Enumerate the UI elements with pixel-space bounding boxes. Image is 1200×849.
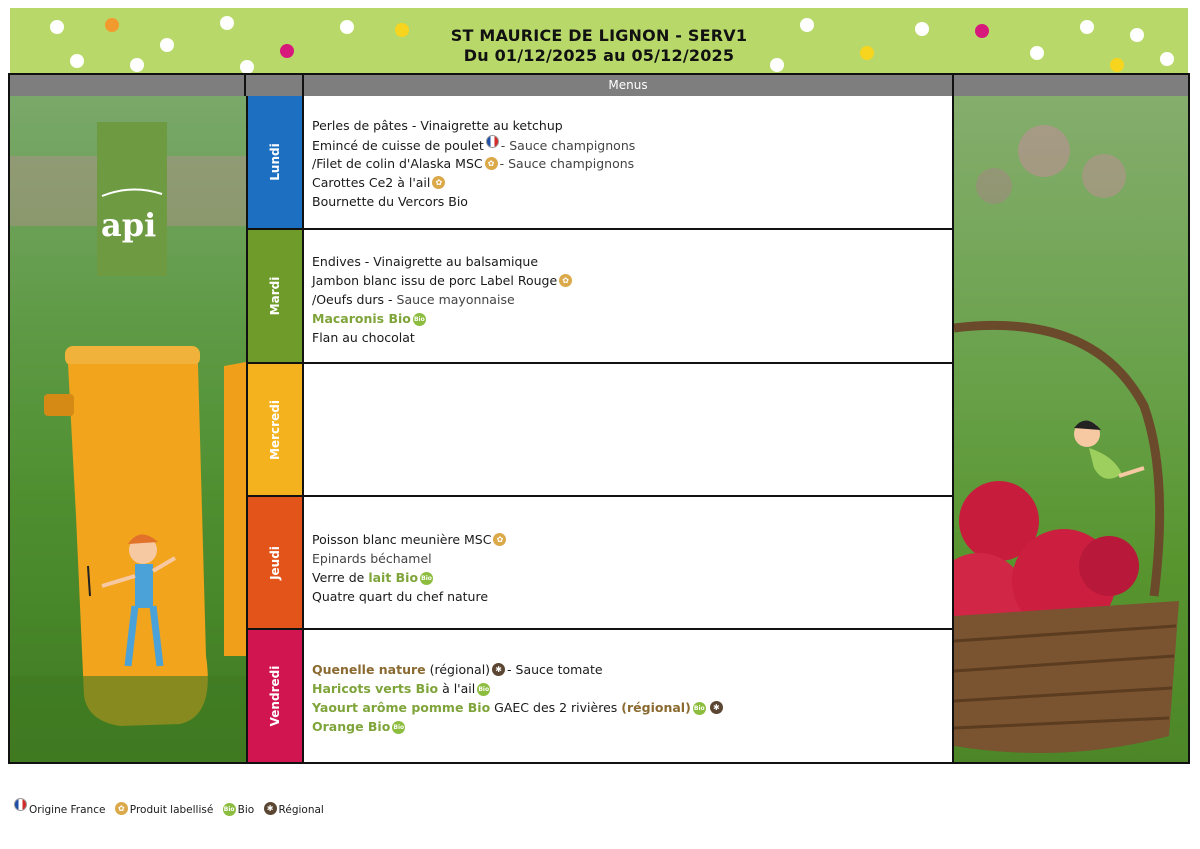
menu-line: Poisson blanc meunière MSC ✿ (312, 530, 946, 549)
label-icon: ✿ (485, 157, 498, 170)
menu-mardi (304, 230, 954, 364)
day-mardi: Mardi (246, 230, 304, 364)
header-cell-day (246, 75, 304, 96)
menu-line: Flan au chocolat (312, 330, 415, 345)
label-icon: ✿ (493, 533, 506, 546)
api-logo-box (97, 122, 167, 276)
menu-line: Carottes Ce2 à l'ail ✿ (312, 173, 946, 192)
label-icon: ✿ (115, 802, 128, 815)
france-flag-icon (14, 798, 27, 811)
page-title: ST MAURICE DE LIGNON - SERV1 (450, 26, 748, 45)
menu-line: /Oeufs durs - Sauce mayonnaise (312, 292, 515, 307)
legend-regional: Régional (278, 804, 324, 816)
day-jeudi: Jeudi (246, 497, 304, 630)
menu-line: Jambon blanc issu de porc Label Rouge ✿ (312, 271, 946, 290)
right-photo-apples (954, 96, 1188, 762)
menu-line: Orange Bio Bio (312, 719, 405, 734)
left-photo-boot (10, 96, 246, 762)
menu-line: Endives - Vinaigrette au balsamique (312, 254, 539, 269)
menu-line: Bournette du Vercors Bio (312, 194, 468, 209)
menu-line: Quatre quart du chef nature (312, 589, 489, 604)
legend (12, 798, 328, 816)
label-icon: ✿ (432, 176, 445, 189)
label-icon: ✿ (559, 274, 572, 287)
bio-icon: Bio (420, 572, 433, 585)
menu-line: Yaourt arôme pomme Bio GAEC des 2 rivières (régional) Bio ✱ (312, 698, 946, 717)
day-vendredi: Vendredi (246, 630, 304, 762)
regional-icon: ✱ (710, 701, 723, 714)
menu-line: Epinards béchamel (312, 551, 432, 566)
france-flag-icon (486, 135, 499, 148)
menu-table (8, 73, 1190, 764)
menu-vendredi (304, 630, 954, 762)
menu-line: Verre de lait Bio Bio (312, 570, 432, 585)
bio-icon: Bio (413, 313, 426, 326)
bio-icon: Bio (392, 721, 405, 734)
menu-line: Quenelle nature (régional) ✱ - Sauce tomate (312, 662, 603, 677)
legend-origin-france: Origine France (29, 804, 106, 816)
bio-icon: Bio (223, 803, 236, 816)
api-logo: api (101, 206, 157, 244)
regional-icon: ✱ (492, 663, 505, 676)
bio-icon: Bio (477, 683, 490, 696)
menu-line: Perles de pâtes - Vinaigrette au ketchup (312, 118, 563, 133)
regional-icon: ✱ (264, 802, 277, 815)
legend-labelled: Produit labellisé (129, 804, 214, 816)
header-cell-right (954, 75, 1188, 96)
day-lundi: Lundi (246, 96, 304, 230)
menu-line: Emincé de cuisse de poulet - Sauce champignons (312, 135, 946, 154)
header-banner (10, 8, 1188, 74)
menus-header: Menus (304, 75, 954, 96)
date-range: Du 01/12/2025 au 05/12/2025 (463, 46, 735, 65)
day-mercredi: Mercredi (246, 364, 304, 497)
menu-mercredi (304, 364, 954, 497)
menu-line: Haricots verts Bio à l'ail Bio (312, 681, 490, 696)
header-cell-left (10, 75, 246, 96)
legend-bio: Bio (237, 804, 255, 816)
menu-line: Macaronis Bio Bio (312, 311, 425, 326)
bio-icon: Bio (693, 702, 706, 715)
menu-line: /Filet de colin d'Alaska MSC ✿ - Sauce champignons (312, 156, 635, 171)
menu-jeudi (304, 497, 954, 630)
menu-lundi (304, 96, 954, 230)
